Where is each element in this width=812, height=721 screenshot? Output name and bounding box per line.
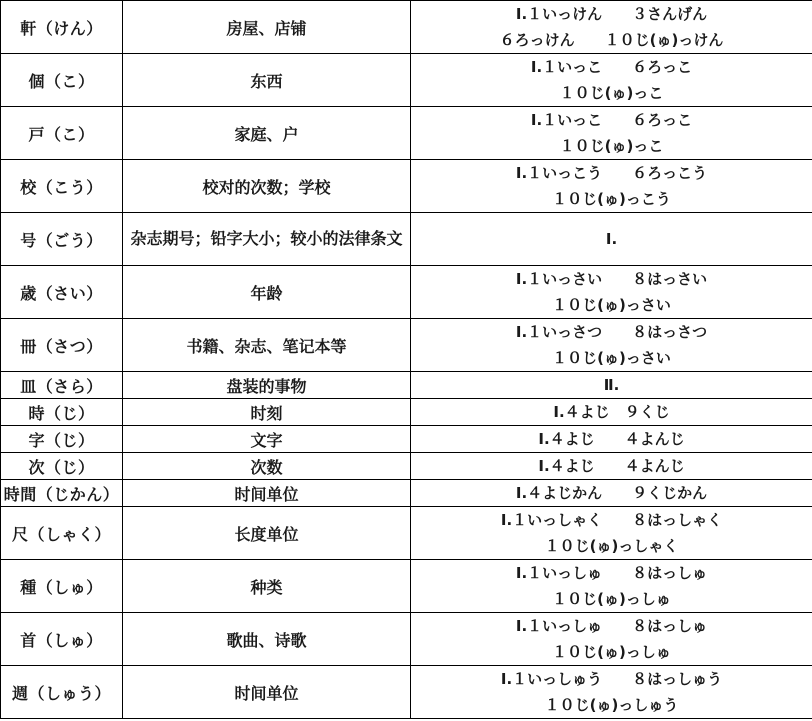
meaning-cell: 歌曲、诗歌 — [123, 613, 411, 666]
counter-word-cell: 号（ごう） — [1, 213, 123, 266]
counting-line: １０じ(ゅ)っしゅ — [552, 590, 671, 608]
counting-line: １０じ(ゅ)っさい — [552, 349, 671, 367]
counting-cell — [411, 372, 812, 399]
counter-word-cell: 時間（じかん） — [1, 480, 123, 507]
table-row — [1, 266, 812, 319]
meaning-cell: 次数 — [123, 453, 411, 480]
counting-line: Ⅰ.１いっしゅ ８はっしゅ — [515, 564, 708, 582]
counting-cell — [411, 54, 812, 107]
counting-line: Ⅰ.１いっしゃく ８はっしゃく — [500, 511, 723, 529]
counting-cell — [411, 560, 812, 613]
table-row — [1, 666, 812, 719]
counting-line: １０じ(ゅ)っしゅ — [552, 643, 671, 661]
counting-line: Ⅰ.１いっしゅう ８はっしゅう — [500, 670, 723, 688]
meaning-cell: 种类 — [123, 560, 411, 613]
counting-line: Ⅰ.１いっこう ６ろっこう — [515, 164, 708, 182]
counting-line: １０じ(ゅ)っこ — [559, 137, 664, 155]
counting-line: １０じ(ゅ)っこ — [559, 84, 664, 102]
counting-line: Ⅰ.１いっしゅ ８はっしゅ — [515, 617, 708, 635]
counter-word-cell: 字（じ） — [1, 426, 123, 453]
counting-cell — [411, 1, 812, 54]
table-row — [1, 613, 812, 666]
table-row — [1, 480, 812, 507]
table-row — [1, 54, 812, 107]
counting-cell — [411, 507, 812, 560]
counting-line: １０じ(ゅ)っさい — [552, 296, 671, 314]
meaning-cell: 东西 — [123, 54, 411, 107]
counting-line: Ⅰ. — [605, 230, 618, 248]
counting-line: Ⅰ.１いっこ ６ろっこ — [530, 111, 693, 129]
counting-cell — [411, 107, 812, 160]
meaning-cell: 时刻 — [123, 399, 411, 426]
counting-cell — [411, 213, 812, 266]
table-row — [1, 507, 812, 560]
table-body — [1, 1, 812, 719]
counting-line: Ⅰ.４よじ ４よんじ — [538, 430, 685, 448]
counter-word-cell: 次（じ） — [1, 453, 123, 480]
counter-word-cell: 皿（さら） — [1, 372, 123, 399]
meaning-cell: 年龄 — [123, 266, 411, 319]
counter-word-cell: 首（しゅ） — [1, 613, 123, 666]
counting-line: １０じ(ゅ)っしゃく — [544, 537, 679, 555]
counting-line: Ⅰ.１いっさつ ８はっさつ — [515, 323, 708, 341]
counting-line: Ⅰ.４よじ ４よんじ — [538, 457, 685, 475]
meaning-cell: 文字 — [123, 426, 411, 453]
counting-cell — [411, 666, 812, 719]
counting-line: Ⅰ.１いっこ ６ろっこ — [530, 58, 693, 76]
counter-word-cell: 軒（けん） — [1, 1, 123, 54]
counting-cell — [411, 426, 812, 453]
table-row — [1, 372, 812, 399]
counting-line: Ⅱ. — [603, 376, 620, 394]
counting-line: Ⅰ.１いっけん ３さんげん — [515, 5, 708, 23]
counter-word-cell: 時（じ） — [1, 399, 123, 426]
counting-line: Ⅰ.１いっさい ８はっさい — [515, 270, 708, 288]
meaning-cell: 房屋、店铺 — [123, 1, 411, 54]
counter-word-cell: 週（しゅう） — [1, 666, 123, 719]
meaning-cell: 长度单位 — [123, 507, 411, 560]
counting-cell — [411, 266, 812, 319]
table-row — [1, 1, 812, 54]
counting-cell — [411, 399, 812, 426]
table-row — [1, 399, 812, 426]
meaning-cell: 校对的次数；学校 — [123, 160, 411, 213]
table-row — [1, 319, 812, 372]
counter-word-cell: 歳（さい） — [1, 266, 123, 319]
meaning-cell: 时间单位 — [123, 666, 411, 719]
counting-cell — [411, 480, 812, 507]
counting-line: ６ろっけん １０じ(ゅ)っけん — [499, 31, 724, 49]
table-row — [1, 453, 812, 480]
counter-word-cell: 校（こう） — [1, 160, 123, 213]
table-row — [1, 160, 812, 213]
meaning-cell: 时间单位 — [123, 480, 411, 507]
counting-cell — [411, 453, 812, 480]
table-row — [1, 426, 812, 453]
counting-line: １０じ(ゅ)っしゅう — [544, 696, 679, 714]
meaning-cell: 盘装的事物 — [123, 372, 411, 399]
counting-cell — [411, 160, 812, 213]
counter-word-cell: 尺（しゃく） — [1, 507, 123, 560]
table-row — [1, 213, 812, 266]
counting-line: １０じ(ゅ)っこう — [552, 190, 671, 208]
counter-word-cell: 個（こ） — [1, 54, 123, 107]
meaning-cell: 书籍、杂志、笔记本等 — [123, 319, 411, 372]
meaning-cell: 家庭、户 — [123, 107, 411, 160]
counting-line: Ⅰ.４よじ ９くじ — [553, 403, 670, 421]
table-row — [1, 560, 812, 613]
counting-cell — [411, 319, 812, 372]
meaning-cell: 杂志期号；铅字大小；较小的法律条文 — [123, 213, 411, 266]
counter-word-cell: 戸（こ） — [1, 107, 123, 160]
counter-word-cell: 冊（さつ） — [1, 319, 123, 372]
table-row — [1, 107, 812, 160]
counting-line: Ⅰ.４よじかん ９くじかん — [515, 484, 708, 502]
counter-word-cell: 種（しゅ） — [1, 560, 123, 613]
counting-cell — [411, 613, 812, 666]
